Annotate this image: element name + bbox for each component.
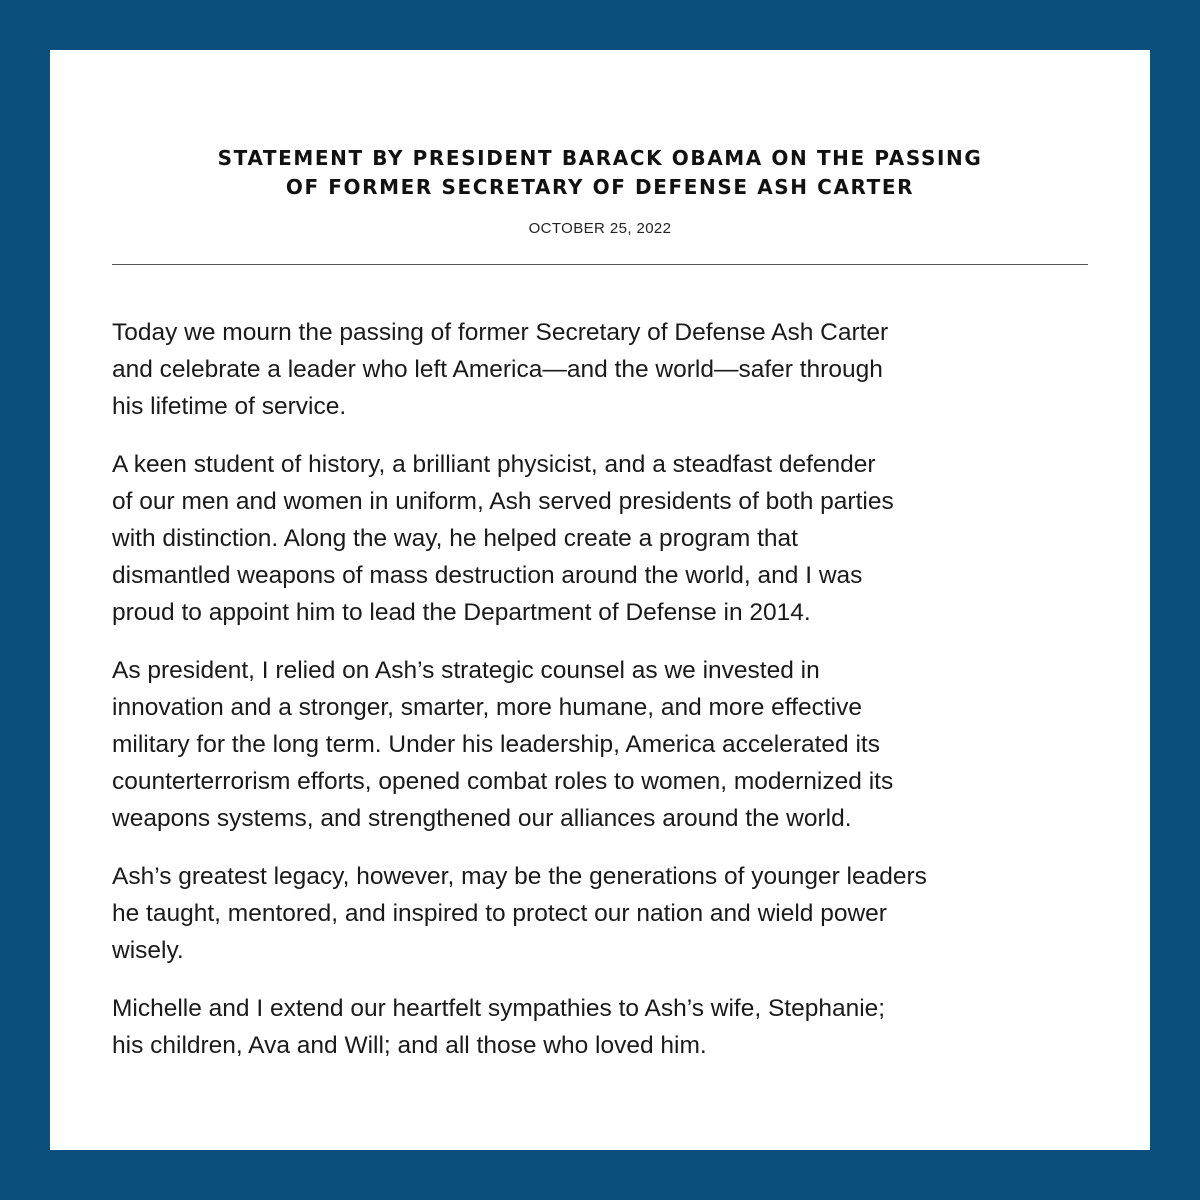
- statement-title: [112, 144, 1088, 202]
- text-line: his children, Ava and Will; and all those who loved him.: [112, 1032, 707, 1059]
- text-line: Ash’s greatest legacy, however, may be the generations of younger leaders: [112, 863, 927, 890]
- text-line: Today we mourn the passing of former Secretary of Defense Ash Carter: [112, 319, 889, 346]
- text-line: his lifetime of service.: [112, 393, 347, 420]
- text-line: Michelle and I extend our heartfelt sympathies to Ash’s wife, Stephanie;: [112, 995, 886, 1022]
- text-line: counterterrorism efforts, opened combat roles to women, modernized its: [112, 768, 894, 795]
- paragraph-1: [112, 314, 1102, 425]
- text-line: proud to appoint him to lead the Department of Defense in 2014.: [112, 599, 811, 626]
- text-line: of our men and women in uniform, Ash served presidents of both parties: [112, 488, 894, 515]
- text-line: with distinction. Along the way, he helped create a program that: [112, 525, 798, 552]
- text-line: dismantled weapons of mass destruction around the world, and I was: [112, 562, 863, 589]
- paragraph-2: [112, 446, 1102, 631]
- statement-body: [112, 314, 1102, 1085]
- title-line: OF FORMER SECRETARY OF DEFENSE ASH CARTER: [285, 175, 915, 199]
- text-line: A keen student of history, a brilliant physicist, and a steadfast defender: [112, 451, 876, 478]
- title-line: STATEMENT BY PRESIDENT BARACK OBAMA ON THE PASSING: [217, 146, 983, 170]
- statement-date: OCTOBER 25, 2022: [528, 220, 672, 237]
- text-line: and celebrate a leader who left America—and the world—safer through: [112, 356, 883, 383]
- text-line: wisely.: [112, 937, 184, 964]
- paragraph-5: [112, 990, 1102, 1064]
- text-line: he taught, mentored, and inspired to protect our nation and wield power: [112, 900, 887, 927]
- text-line: innovation and a stronger, smarter, more humane, and more effective: [112, 694, 862, 721]
- divider: [112, 264, 1088, 265]
- paragraph-4: [112, 858, 1102, 969]
- statement-card: [50, 50, 1150, 1150]
- paragraph-3: [112, 652, 1102, 837]
- text-line: weapons systems, and strengthened our alliances around the world.: [112, 805, 852, 832]
- text-line: As president, I relied on Ash’s strategic counsel as we invested in: [112, 657, 820, 684]
- text-line: military for the long term. Under his leadership, America accelerated its: [112, 731, 880, 758]
